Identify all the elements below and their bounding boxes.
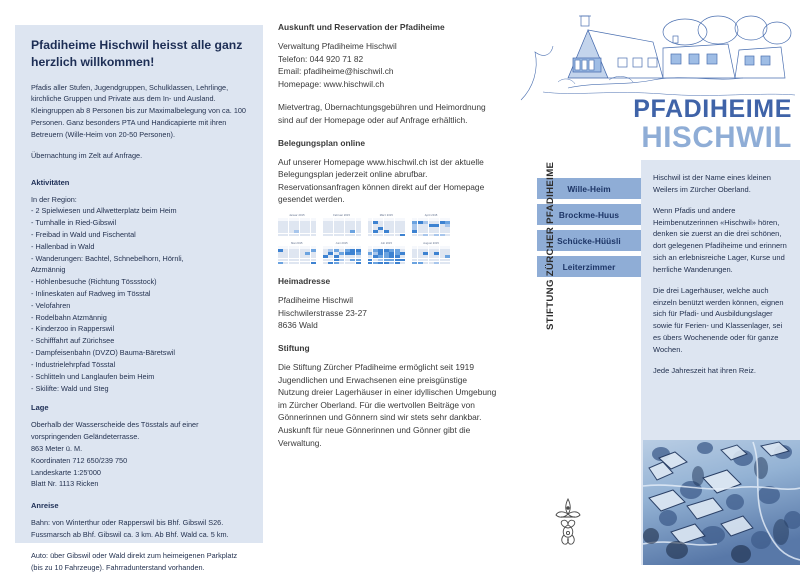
activity-item: - Hallenbad in Wald: [31, 241, 95, 251]
activity-item: - Freibad in Wald und Fischental: [31, 229, 136, 239]
calendar-day-cell: [305, 262, 310, 265]
house-button-leiterzimmer[interactable]: Leiterzimmer: [537, 256, 641, 277]
calendar-day-cell: [283, 262, 288, 265]
calendar-day-cell: [328, 262, 333, 265]
calendar-days: [323, 218, 361, 236]
calendar-day-cell: [418, 234, 423, 237]
calendar-day-cell: [384, 262, 389, 265]
calendar-day-cell: [373, 262, 378, 265]
calendar-days: [323, 246, 361, 264]
house-button-wille-heim[interactable]: Wille-Heim: [537, 178, 641, 199]
aerial-winter-hamlet-photo: [643, 440, 800, 565]
calendar-day-cell: [339, 234, 344, 237]
activities-heading: Aktivitäten: [31, 177, 70, 187]
location-heading: Lage: [31, 403, 49, 413]
calendar-day-cell: [395, 234, 400, 237]
calendar-day-cell: [445, 234, 450, 237]
activity-item: - Dampfeisenbahn (DVZO) Bauma-Bäretswil: [31, 348, 175, 358]
calendar-days: [412, 218, 450, 236]
calendar-day-cell: [445, 262, 450, 265]
calendar-day-cell: [328, 234, 333, 237]
calendar-month: [323, 242, 361, 264]
calendar-day-cell: [289, 262, 294, 265]
location-line: Blatt Nr. 1113 Ricken: [31, 479, 99, 489]
calendar-month-label: Februar 2015: [333, 214, 351, 218]
calendar-day-cell: [400, 234, 405, 237]
calendar-day-cell: [350, 234, 355, 237]
calendar-day-cell: [311, 262, 316, 265]
calendar-day-cell: [384, 234, 389, 237]
activity-item: - Schlitteln und Langlaufen beim Heim: [31, 371, 155, 381]
calendar-day-cell: [300, 262, 305, 265]
location-lines: [31, 419, 247, 490]
calendar-day-cell: [334, 262, 339, 265]
calendar-day-cell: [278, 234, 283, 237]
calendar-day-cell: [323, 234, 328, 237]
calendar-month-label: März 2015: [379, 214, 393, 218]
calendar-day-cell: [423, 234, 428, 237]
address-line: 8636 Wald: [278, 320, 318, 331]
calendar-month-label: Mai 2015: [291, 242, 303, 246]
arrival-heading: Anreise: [31, 501, 59, 511]
calendar-month: [278, 242, 316, 264]
calendar-days: [368, 218, 406, 236]
calendar-month: [323, 214, 361, 236]
calendar-day-cell: [440, 234, 445, 237]
occupancy-calendar-grid: [278, 214, 450, 264]
calendar-month: [368, 242, 406, 264]
calendar-month: [278, 214, 316, 236]
activity-item: - Höhlenbesuche (Richtung Tössstock): [31, 277, 157, 287]
brand-line-1: PFADIHEIME: [633, 95, 792, 123]
brand-title: [513, 97, 800, 153]
contact-details: [278, 40, 500, 90]
contact-line: Verwaltung Pfadiheime Hischwil: [278, 41, 397, 51]
activity-item: - Velofahren: [31, 300, 71, 310]
calendar-day-cell: [356, 234, 361, 237]
left-info-panel: [15, 25, 263, 572]
description-paragraph: Wenn Pfadis und andere Heimbenutzerinnen «Hischwil» hören, denken sie zuerst an die drei schönen, dort gelegenen Pfadiheime und erinnern sich an erlebnisreiche Lager, Kurse und herrliche Wanderungen.: [653, 205, 787, 274]
description-paragraph: Hischwil ist der Name eines kleinen Weilers im Zürcher Oberland.: [653, 173, 771, 194]
calendar-day-cell: [373, 234, 378, 237]
activities-intro: In der Region:: [31, 194, 77, 204]
activity-item: - Skilifte: Wald und Steg: [31, 383, 109, 393]
calendar-day-cell: [429, 262, 434, 265]
calendar-day-cell: [311, 234, 316, 237]
contact-heading: Auskunft und Reservation der Pfadiheime: [278, 22, 445, 32]
calendar-month: [412, 214, 450, 236]
foundation-vertical-label: STIFTUNG ZÜRCHER PFADIHEIME: [545, 161, 556, 330]
address-details: [278, 294, 500, 332]
calendar-day-cell: [378, 234, 383, 237]
calendar-day-cell: [283, 234, 288, 237]
right-description-text: [653, 172, 788, 377]
calendar-day-cell: [400, 262, 405, 265]
description-paragraph: Jede Jahreszeit hat ihren Reiz.: [653, 365, 756, 375]
calendar-day-cell: [378, 262, 383, 265]
calendar-day-cell: [389, 234, 394, 237]
activity-item: Atzmännig: [31, 265, 66, 275]
calendar-month-label: Juli 2015: [380, 242, 393, 246]
house-button-brockme-huus[interactable]: Brockme-Huus: [537, 204, 641, 225]
calendar-day-cell: [339, 262, 344, 265]
calendar-day-cell: [294, 234, 299, 237]
calendar-day-cell: [389, 262, 394, 265]
location-line: vorspringenden Geländeterrasse.: [31, 432, 140, 442]
calendar-day-cell: [323, 262, 328, 265]
location-line: 863 Meter ü. M.: [31, 443, 83, 453]
calendar-day-cell: [345, 234, 350, 237]
location-line: Oberhalb der Wasserscheide des Tösstals auf einer: [31, 420, 199, 430]
middle-content-column: [278, 22, 500, 460]
calendar-day-cell: [412, 234, 417, 237]
activity-item: - Industrielehrpfad Tösstal: [31, 359, 116, 369]
calendar-day-cell: [368, 234, 373, 237]
address-line: Hischwilerstrasse 23-27: [278, 307, 367, 318]
calendar-day-cell: [300, 234, 305, 237]
calendar-month-label: Januar 2015: [289, 214, 305, 218]
chalet-line-drawing-image: [513, 0, 800, 108]
foundation-text: Die Stiftung Zürcher Pfadiheime ermöglicht seit 1919 Jugendlichen und Erwachsenen eine preisgünstige Nutzung dreier Lagerhäuser in einer idyllischen Umgebung im Zürcher Oberland. Für die wertvollen Beiträge von Gönnerinnen und Gönnern sind wir stets sehr dankbar. Auskunft für neue Gönnerinnen und Gönner gibt die Verwaltung.: [278, 362, 497, 448]
calendar-days: [278, 246, 316, 264]
contact-line: Email: pfadiheime@hischwil.ch: [278, 66, 394, 77]
scout-emblems: [553, 495, 583, 556]
calendar-month-label: April 2015: [424, 214, 438, 218]
right-cover-panel: [513, 0, 800, 565]
activity-item: - Turnhalle in Ried-Gibswil: [31, 218, 117, 228]
brand-line-2: HISCHWIL: [641, 120, 792, 154]
location-line: Landeskarte 1:25'000: [31, 467, 101, 477]
welcome-heading: Pfadiheime Hischwil heisst alle ganz herzlich willkommen!: [31, 38, 243, 69]
arrival-car-text: Auto: über Gibswil oder Wald direkt zum heimeigenen Parkplatz (bis zu 10 Fahrzeuge). Fahrradunterstand vorhanden.: [31, 550, 238, 572]
booking-text: Auf unserer Homepage www.hischwil.ch ist der aktuelle Belegungsplan jederzeit online abrufbar. Reservationsanfragen können direkt auf der Homepage gesendet werden.: [278, 156, 485, 205]
calendar-month: [368, 214, 406, 236]
calendar-day-cell: [334, 234, 339, 237]
calendar-day-cell: [412, 262, 417, 265]
calendar-day-cell: [440, 262, 445, 265]
calendar-day-cell: [423, 262, 428, 265]
calendar-day-cell: [395, 262, 400, 265]
activity-item: - Rodelbahn Atzmännig: [31, 312, 107, 322]
description-paragraph: Die drei Lagerhäuser, welche auch einzeln benützt werden können, eignen sich für Pfadi- und Ausbildungslager sowie für Ferien- und Klassenlager, sei es übers Wochenende oder für ganze Wochen.: [653, 285, 784, 354]
activity-item: - Wanderungen: Bachtel, Schnebelhorn, Hörnli,: [31, 253, 184, 263]
calendar-day-cell: [434, 262, 439, 265]
terms-text: Mietvertrag, Übernachtungsgebühren und Heimordnung sind auf der Homepage oder auf Anfrage erhältlich.: [278, 102, 486, 126]
calendar-day-cell: [278, 262, 283, 265]
calendar-day-cell: [345, 262, 350, 265]
contact-line: Homepage: www.hischwil.ch: [278, 78, 385, 89]
contact-line: Telefon: 044 920 71 82: [278, 53, 364, 64]
calendar-day-cell: [429, 234, 434, 237]
calendar-days: [278, 218, 316, 236]
calendar-day-cell: [294, 262, 299, 265]
address-line: Pfadiheime Hischwil: [278, 295, 353, 306]
activity-item: - Schifffahrt auf Zürichsee: [31, 336, 115, 346]
calendar-day-cell: [368, 262, 373, 265]
address-heading: Heimadresse: [278, 276, 331, 287]
activities-list: [31, 205, 247, 394]
tent-note-text: Übernachtung im Zelt auf Anfrage.: [31, 150, 143, 160]
calendar-days: [412, 246, 450, 264]
calendar-day-cell: [350, 262, 355, 265]
booking-heading: Belegungsplan online: [278, 137, 366, 148]
location-line: Koordinaten 712 650/239 750: [31, 455, 128, 465]
foundation-heading: Stiftung: [278, 343, 310, 354]
calendar-day-cell: [305, 234, 310, 237]
house-button-schücke-hüüsli[interactable]: Schücke-Hüüsli: [537, 230, 641, 251]
calendar-day-cell: [356, 262, 361, 265]
activity-item: - Kinderzoo in Rapperswil: [31, 324, 115, 334]
calendar-month: [412, 242, 450, 264]
calendar-day-cell: [289, 234, 294, 237]
calendar-month-label: Juni 2015: [335, 242, 348, 246]
calendar-day-cell: [418, 262, 423, 265]
calendar-days: [368, 246, 406, 264]
arrival-train-text: Bahn: von Winterthur oder Rapperswil bis Bhf. Gibswil S26. Fussmarsch ab Bhf. Gibswil ca. 3 km. Ab Bhf. Wald ca. 5 km.: [31, 518, 229, 540]
welcome-intro-text: Pfadis aller Stufen, Jugendgruppen, Schulklassen, Lehrlinge, kirchliche Gruppen und Private aus dem In- und Ausland. Kleingruppen ab 8 Personen bis zur Maximalbelegung von ca. 100 Personen. Ganz besonders PTA und Handicapierte mit ihren Betreuern (Wille-Heim von 20-50 Personen).: [31, 82, 246, 139]
activity-item: - 2 Spielwiesen und Allwetterplatz beim Heim: [31, 206, 177, 216]
calendar-day-cell: [434, 234, 439, 237]
calendar-month-label: August 2015: [423, 242, 439, 246]
activity-item: - Inlineskaten auf Radweg im Tösstal: [31, 289, 151, 299]
